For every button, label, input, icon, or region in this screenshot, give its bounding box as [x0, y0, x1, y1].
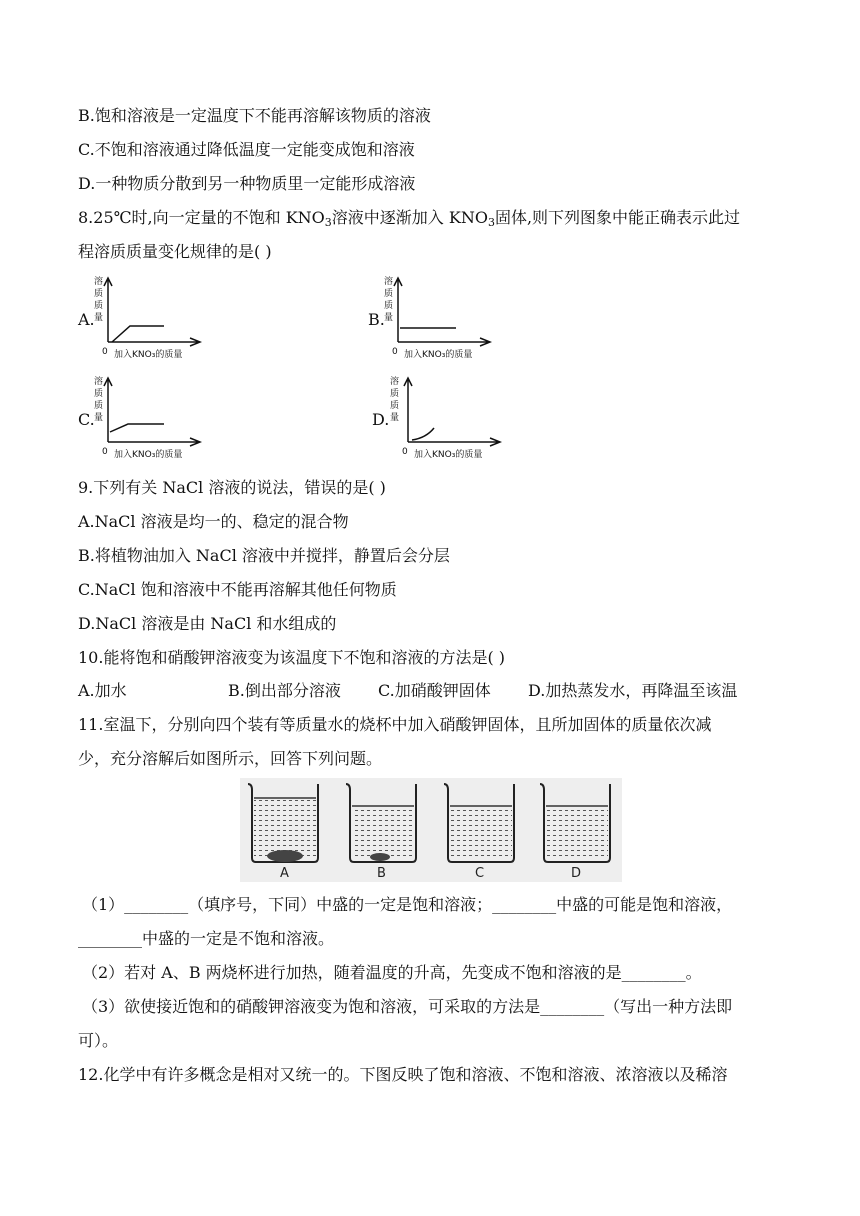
graph-xlabel: 加入KNO₃的质量 [114, 450, 183, 460]
graph-xlabel: 加入KNO₃的质量 [404, 350, 473, 360]
graph-ylabel-char: 溶 [94, 277, 104, 287]
graph-b-label: B. [368, 310, 385, 329]
q9-option-d: D.NaCl 溶液是由 NaCl 和水组成的 [78, 614, 337, 633]
beaker-b-label: B [377, 866, 386, 881]
q11-stem: 11.室温下，分别向四个装有等质量水的烧杯中加入硝酸钾固体，且所加固体的质量依次减 [78, 715, 712, 734]
graph-ylabel-char: 质 [384, 289, 394, 299]
q11-part-3-continued: 可）。 [78, 1031, 119, 1050]
q10-option-b: B.倒出部分溶液 [228, 681, 341, 700]
beaker-d [540, 784, 610, 862]
graph-ylabel-char: 溶 [390, 377, 400, 387]
graph-origin-label: 0 [102, 347, 108, 357]
beaker-a-label: A [280, 866, 289, 881]
graph-ylabel-char: 质 [94, 401, 104, 411]
q8-stem: 8.25℃时,向一定量的不饱和 $KNO_3$溶液中逐渐加入 $KNO_3$固体,则下列图象中能正确表示此过 [78, 208, 741, 229]
graph-c [86, 372, 226, 462]
graph-ylabel-char: 质 [384, 301, 394, 311]
graph-ylabel-char: 质 [94, 301, 104, 311]
graph-ylabel-char: 量 [390, 413, 400, 423]
q11-part-3: （3）欲使接近饱和的硝酸钾溶液变为饱和溶液，可采取的方法是________（写出一种方法即 [82, 997, 733, 1016]
beaker-d-label: D [571, 866, 582, 881]
q12-stem: 12.化学中有许多概念是相对又统一的。下图反映了饱和溶液、不饱和溶液、浓溶液以及稀溶 [78, 1065, 728, 1084]
q10-option-d: D.加热蒸发水，再降温至该温 [528, 681, 738, 700]
graph-d-label: D. [372, 410, 390, 429]
graph-origin-label: 0 [102, 447, 108, 457]
q10-option-c: C.加硝酸钾固体 [378, 681, 491, 700]
q9-option-b: B.将植物油加入 NaCl 溶液中并搅拌，静置后会分层 [78, 546, 450, 565]
graph-ylabel-char: 质 [94, 289, 104, 299]
beaker-c-label: C [475, 866, 485, 881]
beaker-a [248, 784, 318, 862]
graph-ylabel-char: 溶 [384, 277, 394, 287]
graph-ylabel-char: 质 [390, 401, 400, 411]
graph-ylabel-char: 质 [390, 389, 400, 399]
q9-option-c: C.NaCl 饱和溶液中不能再溶解其他任何物质 [78, 580, 397, 599]
graph-d-curve [412, 428, 434, 440]
beaker-c [444, 784, 514, 862]
beaker-b [346, 784, 416, 862]
q7-option-b: B.饱和溶液是一定温度下不能再溶解该物质的溶液 [78, 106, 431, 125]
q11-part-1-continued: ________中盛的一定是不饱和溶液。 [78, 929, 335, 948]
q7-option-c: C.不饱和溶液通过降低温度一定能变成饱和溶液 [78, 140, 415, 159]
q11-part-2: （2）若对 A、B 两烧杯进行加热，随着温度的升高，先变成不饱和溶液的是________。 [82, 963, 702, 982]
graph-b [376, 272, 516, 362]
graph-xlabel: 加入KNO₃的质量 [414, 450, 483, 460]
graph-ylabel-char: 溶 [94, 377, 104, 387]
graph-d [382, 372, 522, 462]
graph-ylabel-char: 量 [94, 313, 104, 323]
beakers-drawing [240, 778, 622, 882]
graph-a-label: A. [78, 310, 95, 329]
graph-xlabel: 加入KNO₃的质量 [114, 350, 183, 360]
graph-ylabel-char: 量 [384, 313, 394, 323]
q11-part-1: （1）________（填序号，下同）中盛的一定是饱和溶液；________中盛的可能是饱和溶液， [82, 895, 733, 914]
graph-c-label: C. [78, 410, 95, 429]
graph-ylabel-char: 量 [94, 413, 104, 423]
graph-origin-label: 0 [392, 347, 398, 357]
graph-c-curve [110, 424, 164, 432]
q9-option-a: A.NaCl 溶液是均一的、稳定的混合物 [78, 512, 349, 531]
q9-stem: 9.下列有关 NaCl 溶液的说法，错误的是( ) [78, 478, 386, 497]
q10-option-a: A.加水 [78, 681, 127, 700]
q10-stem: 10.能将饱和硝酸钾溶液变为该温度下不饱和溶液的方法是( ) [78, 648, 506, 667]
q11-stem-continued: 少，充分溶解后如图所示，回答下列问题。 [78, 749, 383, 768]
q7-option-d: D.一种物质分散到另一种物质里一定能形成溶液 [78, 174, 416, 193]
q8-stem-continued: 程溶质质量变化规律的是( ) [78, 242, 272, 261]
graph-a-curve [112, 326, 164, 342]
graph-ylabel-char: 质 [94, 389, 104, 399]
beakers-figure [240, 778, 622, 882]
graph-origin-label: 0 [402, 447, 408, 457]
graph-a [86, 272, 226, 362]
